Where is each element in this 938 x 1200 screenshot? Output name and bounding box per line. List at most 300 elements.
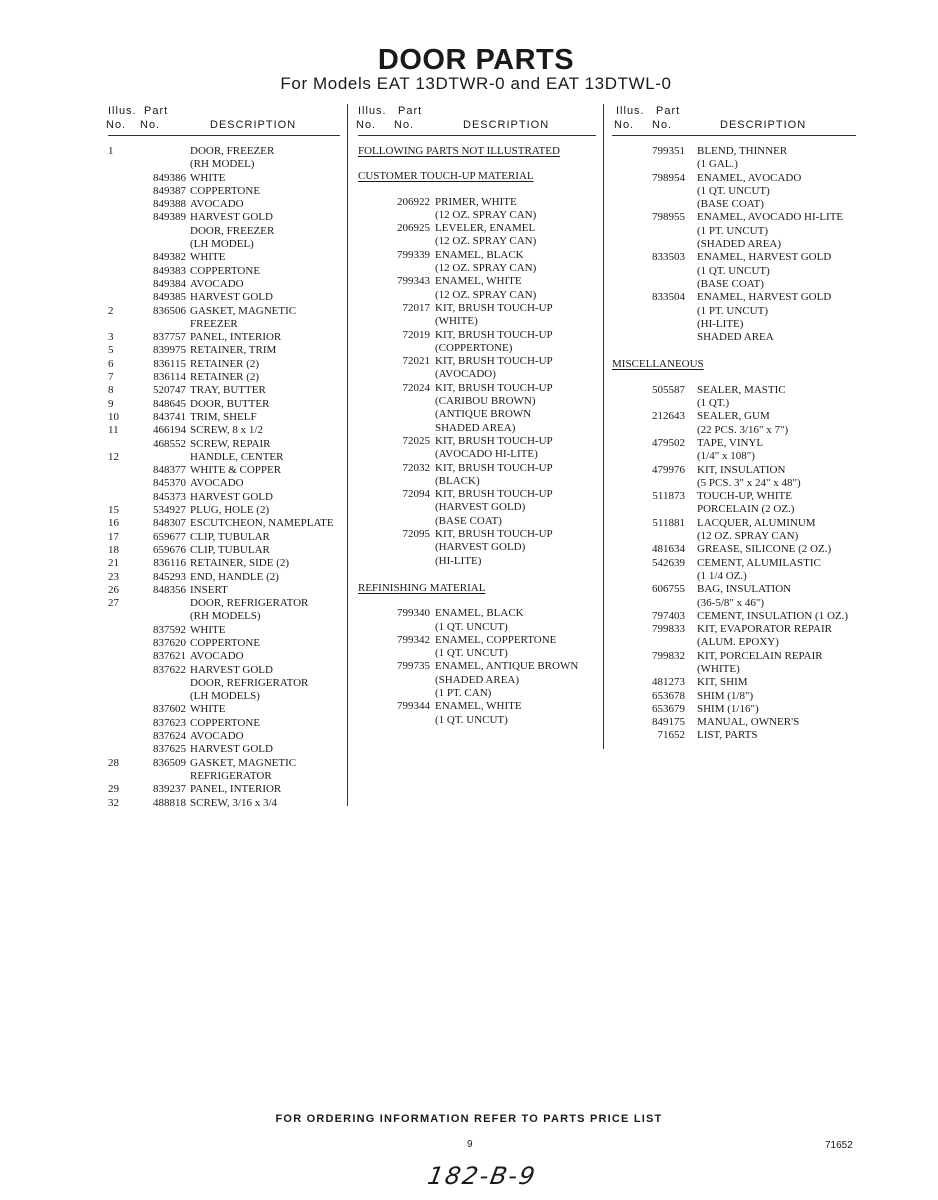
part-number: 837622: [153, 663, 186, 676]
part-description: ENAMEL, WHITE: [435, 275, 522, 288]
part-number: 849383: [153, 264, 186, 277]
part-description: WHITE: [190, 703, 226, 716]
part-row: [108, 717, 340, 730]
part-row: [108, 305, 340, 318]
part-description: BAG, INSULATION: [697, 583, 792, 596]
part-number: 72019: [402, 328, 430, 341]
part-row: [612, 650, 856, 663]
part-description: KIT, BRUSH TOUCH-UP: [435, 381, 553, 394]
part-row: [358, 422, 596, 435]
part-row: [108, 531, 340, 544]
part-number: 833504: [652, 291, 685, 304]
part-description: (12 OZ. SPRAY CAN): [435, 288, 537, 301]
part-description: KIT, BRUSH TOUCH-UP: [435, 528, 553, 541]
part-row: [612, 158, 856, 171]
page-subtitle: For Models EAT 13DTWR-0 and EAT 13DTWL-0: [280, 74, 672, 93]
part-row: [612, 397, 856, 410]
illus-header: Illus.: [616, 105, 645, 117]
section-heading: [358, 582, 596, 595]
part-description: SCREW, REPAIR: [190, 437, 271, 450]
part-number: 481273: [652, 676, 685, 689]
part-number: 799833: [652, 623, 685, 636]
part-row: [108, 797, 340, 810]
part-description: (CARIBOU BROWN): [435, 395, 536, 408]
illus-number: 9: [108, 397, 114, 410]
column-header: [612, 103, 856, 136]
part-description: (1 QT. UNCUT): [697, 264, 770, 277]
part-row: [108, 238, 340, 251]
part-number: 653679: [652, 702, 685, 715]
part-row: [612, 490, 856, 503]
part-row: [108, 358, 340, 371]
part-description: KIT, BRUSH TOUCH-UP: [435, 355, 553, 368]
part-number: 836116: [153, 557, 186, 570]
part-description: (1 PT. UNCUT): [697, 224, 768, 237]
part-row: [358, 408, 596, 421]
part-row: [358, 621, 596, 634]
part-number: 836509: [153, 756, 186, 769]
part-row: [612, 703, 856, 716]
part-number: 799735: [397, 660, 430, 673]
part-row: [612, 211, 856, 224]
part-number: 72024: [402, 381, 430, 394]
part-row: [358, 475, 596, 488]
part-row: [108, 650, 340, 663]
part-description: HANDLE, CENTER: [190, 450, 284, 463]
part-row: [358, 302, 596, 315]
part-number: 849389: [153, 211, 186, 224]
parts-list: [108, 136, 340, 810]
part-description: (SHADED AREA): [697, 238, 782, 251]
section-heading-text: REFINISHING MATERIAL: [358, 581, 486, 594]
part-number: 839237: [153, 783, 186, 796]
part-header: Part: [656, 105, 681, 117]
part-row: [108, 597, 340, 610]
part-description: KIT, BRUSH TOUCH-UP: [435, 488, 553, 501]
part-row: [108, 344, 340, 357]
part-number: 799344: [397, 700, 430, 713]
part-row: [612, 464, 856, 477]
part-row: [612, 198, 856, 211]
part-row: [108, 757, 340, 770]
part-description: ENAMEL, BLACK: [435, 607, 524, 620]
part-row: [358, 528, 596, 541]
part-row: [612, 331, 856, 344]
part-row: [612, 503, 856, 516]
part-row: [108, 571, 340, 584]
part-row: [108, 278, 340, 291]
part-description: (HARVEST GOLD): [435, 501, 526, 514]
part-number: 837592: [153, 623, 186, 636]
part-number: 72025: [402, 434, 430, 447]
part-number: 72094: [402, 488, 430, 501]
part-description: REFRIGERATOR: [190, 769, 272, 782]
part-description: ENAMEL, AVOCADO HI-LITE: [697, 211, 844, 224]
part-row: [108, 557, 340, 570]
part-header: Part: [144, 105, 169, 117]
part-description: (36-5/8" x 46"): [697, 596, 765, 609]
part-row: [358, 368, 596, 381]
column-header: [108, 103, 340, 136]
part-description: KIT, BRUSH TOUCH-UP: [435, 434, 553, 447]
part-number: 845373: [153, 490, 186, 503]
part-row: [612, 690, 856, 703]
part-description: FREEZER: [190, 317, 238, 330]
part-description: (BLACK): [435, 474, 480, 487]
part-description: COPPERTONE: [190, 716, 261, 729]
part-number: 849387: [153, 184, 186, 197]
part-row: [358, 660, 596, 673]
part-number: 837625: [153, 743, 186, 756]
part-description: CLIP, TUBULAR: [190, 543, 270, 556]
part-row: [358, 515, 596, 528]
part-description: ENAMEL, HARVEST GOLD: [697, 291, 832, 304]
part-row: [108, 770, 340, 783]
part-row: [612, 716, 856, 729]
illus-number: 23: [108, 570, 119, 583]
part-row: [612, 636, 856, 649]
part-description: RETAINER (2): [190, 357, 260, 370]
ordering-info-footer: FOR ORDERING INFORMATION REFER TO PARTS PRICE LIST: [275, 1113, 663, 1125]
part-number: 848356: [153, 583, 186, 596]
part-description: COPPERTONE: [190, 264, 261, 277]
part-number: 848377: [153, 464, 186, 477]
part-number: 849388: [153, 198, 186, 211]
part-number: 837624: [153, 730, 186, 743]
part-description: (AVOCADO HI-LITE): [435, 448, 538, 461]
part-number: 848645: [153, 397, 186, 410]
part-number: 488818: [153, 796, 186, 809]
part-row: [108, 185, 340, 198]
illus-number: 8: [108, 384, 114, 397]
part-description: CEMENT, ALUMILASTIC: [697, 556, 821, 569]
part-description: TRAY, BUTTER: [190, 384, 266, 397]
part-number: 845370: [153, 477, 186, 490]
illus-number: 27: [108, 597, 119, 610]
part-description: KIT, INSULATION: [697, 463, 786, 476]
part-description: (1 PT. CAN): [435, 686, 492, 699]
part-row: [612, 610, 856, 623]
part-description: (WHITE): [435, 315, 478, 328]
part-number: 799343: [397, 275, 430, 288]
part-description: SCREW, 3/16 x 3/4: [190, 796, 277, 809]
part-row: [358, 435, 596, 448]
part-description: SHIM (1/16"): [697, 702, 759, 715]
illus-number: 16: [108, 517, 119, 530]
part-row: [108, 145, 340, 158]
parts-column-3: [612, 103, 856, 743]
part-number: 659677: [153, 530, 186, 543]
part-number: 797403: [652, 609, 685, 622]
part-description: ENAMEL, BLACK: [435, 248, 524, 261]
part-row: [108, 265, 340, 278]
part-description: KIT, SHIM: [697, 676, 748, 689]
part-row: [358, 541, 596, 554]
part-row: [358, 634, 596, 647]
illus-header: Illus.: [358, 105, 387, 117]
part-row: [108, 491, 340, 504]
part-row: [612, 557, 856, 570]
part-description: COPPERTONE: [190, 184, 261, 197]
part-number: 799340: [397, 607, 430, 620]
part-description: CEMENT, INSULATION (1 OZ.): [697, 609, 849, 622]
part-row: [108, 318, 340, 331]
part-description: SCREW, 8 x 1/2: [190, 424, 263, 437]
part-description: (12 OZ. SPRAY CAN): [435, 208, 537, 221]
part-number: 479502: [652, 436, 685, 449]
part-row: [358, 395, 596, 408]
part-row: [108, 158, 340, 171]
part-row: [612, 570, 856, 583]
part-description: ENAMEL, ANTIQUE BROWN: [435, 660, 579, 673]
part-row: [108, 438, 340, 451]
part-description: ESCUTCHEON, NAMEPLATE: [190, 517, 334, 530]
part-description: (SHADED AREA): [435, 673, 520, 686]
part-row: [108, 384, 340, 397]
part-description: ENAMEL, COPPERTONE: [435, 633, 557, 646]
column-divider: [347, 104, 348, 806]
illus-number: 11: [108, 424, 119, 437]
part-row: [108, 211, 340, 224]
part-row: [612, 291, 856, 304]
illus-number: 32: [108, 796, 119, 809]
part-description: HARVEST GOLD: [190, 663, 273, 676]
part-row: [108, 783, 340, 796]
part-description: GREASE, SILICONE (2 OZ.): [697, 543, 832, 556]
part-row: [358, 674, 596, 687]
part-description: (5 PCS. 3" x 24" x 48"): [697, 476, 801, 489]
part-description: INSERT: [190, 583, 228, 596]
part-number: 466194: [153, 424, 186, 437]
illus-header: No.: [106, 119, 127, 131]
part-description: (BASE COAT): [697, 277, 764, 290]
part-description: ENAMEL, WHITE: [435, 700, 522, 713]
part-row: [108, 544, 340, 557]
column-divider: [603, 104, 604, 749]
illus-number: 6: [108, 357, 114, 370]
part-row: [108, 517, 340, 530]
document-number: 71652: [825, 1140, 853, 1151]
part-header: No.: [652, 119, 673, 131]
part-number: 206925: [397, 222, 430, 235]
part-description: RETAINER (2): [190, 371, 260, 384]
illus-number: 29: [108, 783, 119, 796]
part-number: 542639: [652, 556, 685, 569]
illus-number: 3: [108, 331, 114, 344]
part-row: [612, 543, 856, 556]
part-number: 845293: [153, 570, 186, 583]
part-row: [108, 730, 340, 743]
part-row: [612, 597, 856, 610]
part-number: 799339: [397, 248, 430, 261]
part-number: 833503: [652, 251, 685, 264]
part-description: LIST, PARTS: [697, 729, 758, 742]
part-row: [612, 517, 856, 530]
part-row: [612, 384, 856, 397]
part-description: MANUAL, OWNER'S: [697, 716, 800, 729]
part-description: PRIMER, WHITE: [435, 195, 517, 208]
part-description: (HI-LITE): [697, 317, 744, 330]
description-header: DESCRIPTION: [210, 119, 297, 131]
part-description: RETAINER, TRIM: [190, 344, 277, 357]
part-number: 511881: [652, 516, 685, 529]
part-description: HARVEST GOLD: [190, 490, 273, 503]
part-description: DOOR, BUTTER: [190, 397, 270, 410]
part-description: KIT, PORCELAIN REPAIR: [697, 649, 823, 662]
part-row: [358, 209, 596, 222]
part-description: KIT, BRUSH TOUCH-UP: [435, 328, 553, 341]
part-row: [358, 222, 596, 235]
section-heading: [612, 358, 856, 371]
part-number: 72032: [402, 461, 430, 474]
part-number: 659676: [153, 543, 186, 556]
part-number: 837621: [153, 650, 186, 663]
part-row: [612, 145, 856, 158]
section-heading-text: FOLLOWING PARTS NOT ILLUSTRATED: [358, 145, 560, 157]
column-header: [358, 103, 596, 136]
part-row: [358, 647, 596, 660]
illus-number: 7: [108, 371, 114, 384]
part-row: [612, 185, 856, 198]
illus-number: 2: [108, 304, 114, 317]
part-header: No.: [140, 119, 161, 131]
part-number: 520747: [153, 384, 186, 397]
part-row: [612, 676, 856, 689]
part-description: (1 QT.): [697, 397, 730, 410]
part-number: 468552: [153, 437, 186, 450]
part-description: (1 1/4 OZ.): [697, 569, 747, 582]
part-number: 212643: [652, 410, 685, 423]
part-description: SEALER, GUM: [697, 410, 770, 423]
part-number: 837620: [153, 636, 186, 649]
part-number: 848307: [153, 517, 186, 530]
part-row: [358, 607, 596, 620]
part-row: [108, 411, 340, 424]
part-header: Part: [398, 105, 423, 117]
part-description: (1/4" x 108"): [697, 450, 755, 463]
part-row: [612, 663, 856, 676]
part-row: [358, 555, 596, 568]
part-description: LACQUER, ALUMINUM: [697, 516, 816, 529]
part-description: AVOCADO: [190, 730, 244, 743]
part-row: [358, 714, 596, 727]
part-row: [108, 610, 340, 623]
illus-number: 28: [108, 756, 119, 769]
part-row: [358, 700, 596, 713]
part-number: 849175: [652, 716, 685, 729]
part-number: 71652: [657, 729, 685, 742]
part-description: BLEND, THINNER: [697, 145, 788, 157]
part-number: 206922: [397, 195, 430, 208]
part-description: RETAINER, SIDE (2): [190, 557, 290, 570]
parts-list: [358, 136, 596, 727]
part-row: [612, 278, 856, 291]
part-row: [358, 501, 596, 514]
part-row: [358, 329, 596, 342]
part-description: (RH MODELS): [190, 610, 261, 623]
part-description: (12 OZ. SPRAY CAN): [435, 262, 537, 275]
part-description: (LH MODELS): [190, 690, 260, 703]
part-row: [612, 424, 856, 437]
part-row: [108, 703, 340, 716]
part-number: 653678: [652, 689, 685, 702]
part-number: 839975: [153, 344, 186, 357]
part-description: (22 PCS. 3/16" x 7"): [697, 423, 789, 436]
part-number: 849382: [153, 251, 186, 264]
part-description: AVOCADO: [190, 198, 244, 211]
illus-number: 10: [108, 410, 119, 423]
part-description: KIT, BRUSH TOUCH-UP: [435, 461, 553, 474]
part-description: GASKET, MAGNETIC: [190, 304, 297, 317]
part-row: [108, 477, 340, 490]
part-description: (HARVEST GOLD): [435, 541, 526, 554]
part-number: 72017: [402, 301, 430, 314]
part-number: 72095: [402, 528, 430, 541]
part-row: [612, 729, 856, 742]
section-heading: [358, 145, 596, 158]
part-description: PORCELAIN (2 OZ.): [697, 503, 795, 516]
part-description: (BASE COAT): [435, 514, 502, 527]
part-row: [358, 488, 596, 501]
illus-header: Illus.: [108, 105, 137, 117]
section-heading: [358, 170, 596, 183]
handwritten-note: 182-B-9: [425, 1162, 539, 1190]
part-description: AVOCADO: [190, 650, 244, 663]
part-description: (BASE COAT): [697, 198, 764, 211]
part-description: (ANTIQUE BROWN: [435, 408, 532, 421]
part-header: No.: [394, 119, 415, 131]
part-description: KIT, EVAPORATOR REPAIR: [697, 623, 832, 636]
illus-number: 1: [108, 145, 114, 157]
part-row: [108, 690, 340, 703]
part-row: [108, 664, 340, 677]
part-row: [108, 398, 340, 411]
part-row: [612, 477, 856, 490]
part-row: [108, 371, 340, 384]
part-description: (LH MODEL): [190, 238, 254, 251]
part-description: SHADED AREA): [435, 421, 516, 434]
part-description: (RH MODEL): [190, 158, 255, 171]
part-number: 534927: [153, 504, 186, 517]
part-row: [108, 291, 340, 304]
part-row: [358, 235, 596, 248]
parts-column-2: [358, 103, 596, 727]
part-row: [108, 677, 340, 690]
part-description: COPPERTONE: [190, 636, 261, 649]
part-row: [108, 637, 340, 650]
page-title: DOOR PARTS: [377, 44, 575, 76]
part-description: (WHITE): [697, 662, 740, 675]
part-description: (1 QT. UNCUT): [435, 620, 508, 633]
part-row: [612, 265, 856, 278]
part-number: 798955: [652, 211, 685, 224]
part-row: [358, 262, 596, 275]
section-heading-text: MISCELLANEOUS: [612, 358, 704, 371]
part-description: PANEL, INTERIOR: [190, 331, 282, 344]
part-description: (AVOCADO): [435, 368, 496, 381]
part-row: [108, 225, 340, 238]
part-description: (1 QT. UNCUT): [435, 647, 508, 660]
part-row: [358, 315, 596, 328]
part-row: [108, 424, 340, 437]
part-description: ENAMEL, HARVEST GOLD: [697, 251, 832, 264]
part-number: 799351: [652, 145, 685, 157]
part-description: (12 OZ. SPRAY CAN): [697, 530, 799, 543]
part-row: [108, 584, 340, 597]
part-description: WHITE: [190, 251, 226, 264]
part-row: [108, 451, 340, 464]
part-number: 72021: [402, 355, 430, 368]
